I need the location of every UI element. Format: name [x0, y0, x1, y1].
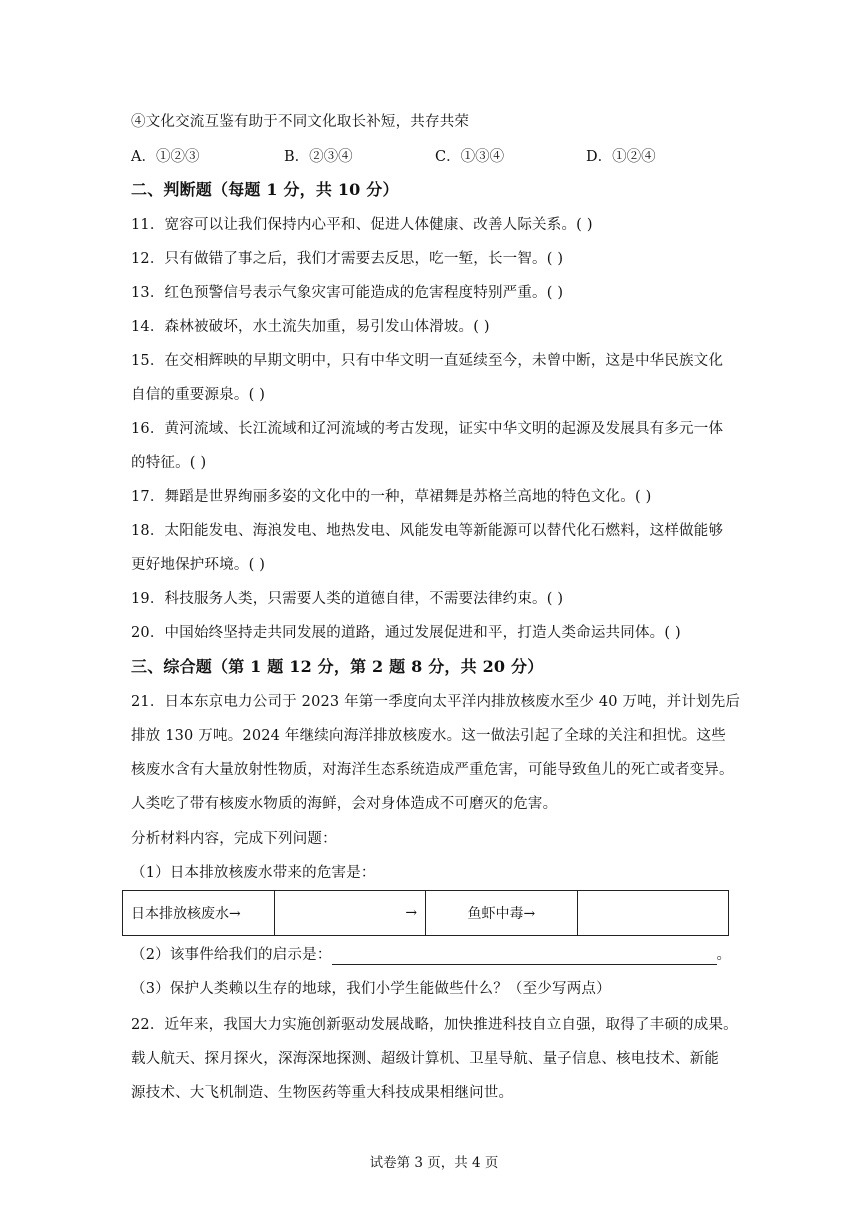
judgment-12: 12．只有做错了事之后，我们才需要去反思，吃一堑，长一智。( ) — [131, 251, 564, 267]
judgment-17: 17．舞蹈是世界绚丽多姿的文化中的一种，草裙舞是苏格兰高地的特色文化。( ) — [131, 489, 652, 505]
judgment-13: 13．红色预警信号表示气象灾害可能造成的危害程度特别严重。( ) — [131, 285, 564, 301]
choice-row — [131, 145, 731, 165]
judgment-20: 20．中国始终坚持走共同发展的道路，通过发展促进和平，打造人类命运共同体。( ) — [131, 625, 681, 641]
chain-cell-1: 日本排放核废水→ — [123, 891, 275, 936]
q21-line-3: 核废水含有大量放射性物质，对海洋生态系统造成严重危害，可能导致鱼儿的死亡或者变异。 — [131, 762, 734, 778]
answer-blank[interactable] — [332, 948, 717, 965]
judgment-16-line-2: 的特征。( ) — [131, 455, 207, 471]
sub-question-1: （1）日本排放核废水带来的危害是： — [131, 865, 376, 881]
choice-b: B．②③④ — [284, 149, 353, 165]
option-4-line: ④文化交流互鉴有助于不同文化取长补短，共存共荣 — [131, 114, 470, 130]
q21-line-2: 排放 130 万吨。2024 年继续向海洋排放核废水。这一做法引起了全球的关注和担忧。这些 — [131, 728, 726, 744]
chain-cell-4[interactable] — [577, 891, 728, 936]
judgment-18-line-1: 18．太阳能发电、海浪发电、地热发电、风能发电等新能源可以替代化石燃料，这样做能够 — [131, 523, 724, 539]
judgment-11: 11．宽容可以让我们保持内心平和、促进人体健康、改善人际关系。( ) — [131, 217, 593, 233]
section-2-heading: 二、判断题（每题 1 分，共 10 分） — [131, 180, 399, 199]
judgment-15-line-1: 15．在交相辉映的早期文明中，只有中华文明一直延续至今，未曾中断，这是中华民族文化 — [131, 353, 724, 369]
choice-a: A．①②③ — [131, 149, 200, 165]
sub-question-3: （3）保护人类赖以生存的地球，我们小学生能做些什么？（至少写两点） — [131, 981, 611, 997]
q22-line-3: 源技术、大飞机制造、生物医药等重大科技成果相继问世。 — [131, 1085, 514, 1101]
section-3-heading: 三、综合题（第 1 题 12 分，第 2 题 8 分，共 20 分） — [131, 657, 544, 676]
sub-question-2-suffix: 。 — [716, 947, 732, 963]
sub-question-2 — [131, 945, 731, 965]
choice-c: C．①③④ — [435, 149, 505, 165]
judgment-18-line-2: 更好地保护环境。( ) — [131, 557, 266, 573]
judgment-16-line-1: 16．黄河流域、长江流域和辽河流域的考古发现，证实中华文明的起源及发展具有多元一体 — [131, 421, 724, 437]
q21-line-4: 人类吃了带有核废水物质的海鲜，会对身体造成不可磨灭的危害。 — [131, 796, 558, 812]
judgment-15-line-2: 自信的重要源泉。( ) — [131, 387, 266, 403]
page-footer: 试卷第 3 页，共 4 页 — [369, 1155, 499, 1171]
chain-cell-2[interactable]: → — [274, 891, 426, 936]
chain-cell-3: 鱼虾中毒→ — [426, 891, 578, 936]
q22-line-1: 22．近年来，我国大力实施创新驱动发展战略，加快推进科技自立自强，取得了丰硕的成果。 — [131, 1017, 738, 1033]
judgment-19: 19．科技服务人类，只需要人类的道德自律，不需要法律约束。( ) — [131, 591, 564, 607]
sub-question-2-prefix: （2）该事件给我们的启示是： — [131, 947, 332, 963]
analyze-prompt: 分析材料内容，完成下列问题： — [131, 831, 337, 847]
choice-d: D．①②④ — [586, 149, 656, 165]
harm-chain-table — [122, 890, 729, 936]
q21-line-1: 21．日本东京电力公司于 2023 年第一季度向太平洋内排放核废水至少 40 万吨，并计划先后 — [131, 694, 741, 710]
judgment-14: 14．森林被破坏，水土流失加重，易引发山体滑坡。( ) — [131, 319, 490, 335]
q22-line-2: 载人航天、探月探火，深海深地探测、超级计算机、卫星导航、量子信息、核电技术、新能 — [131, 1051, 719, 1067]
